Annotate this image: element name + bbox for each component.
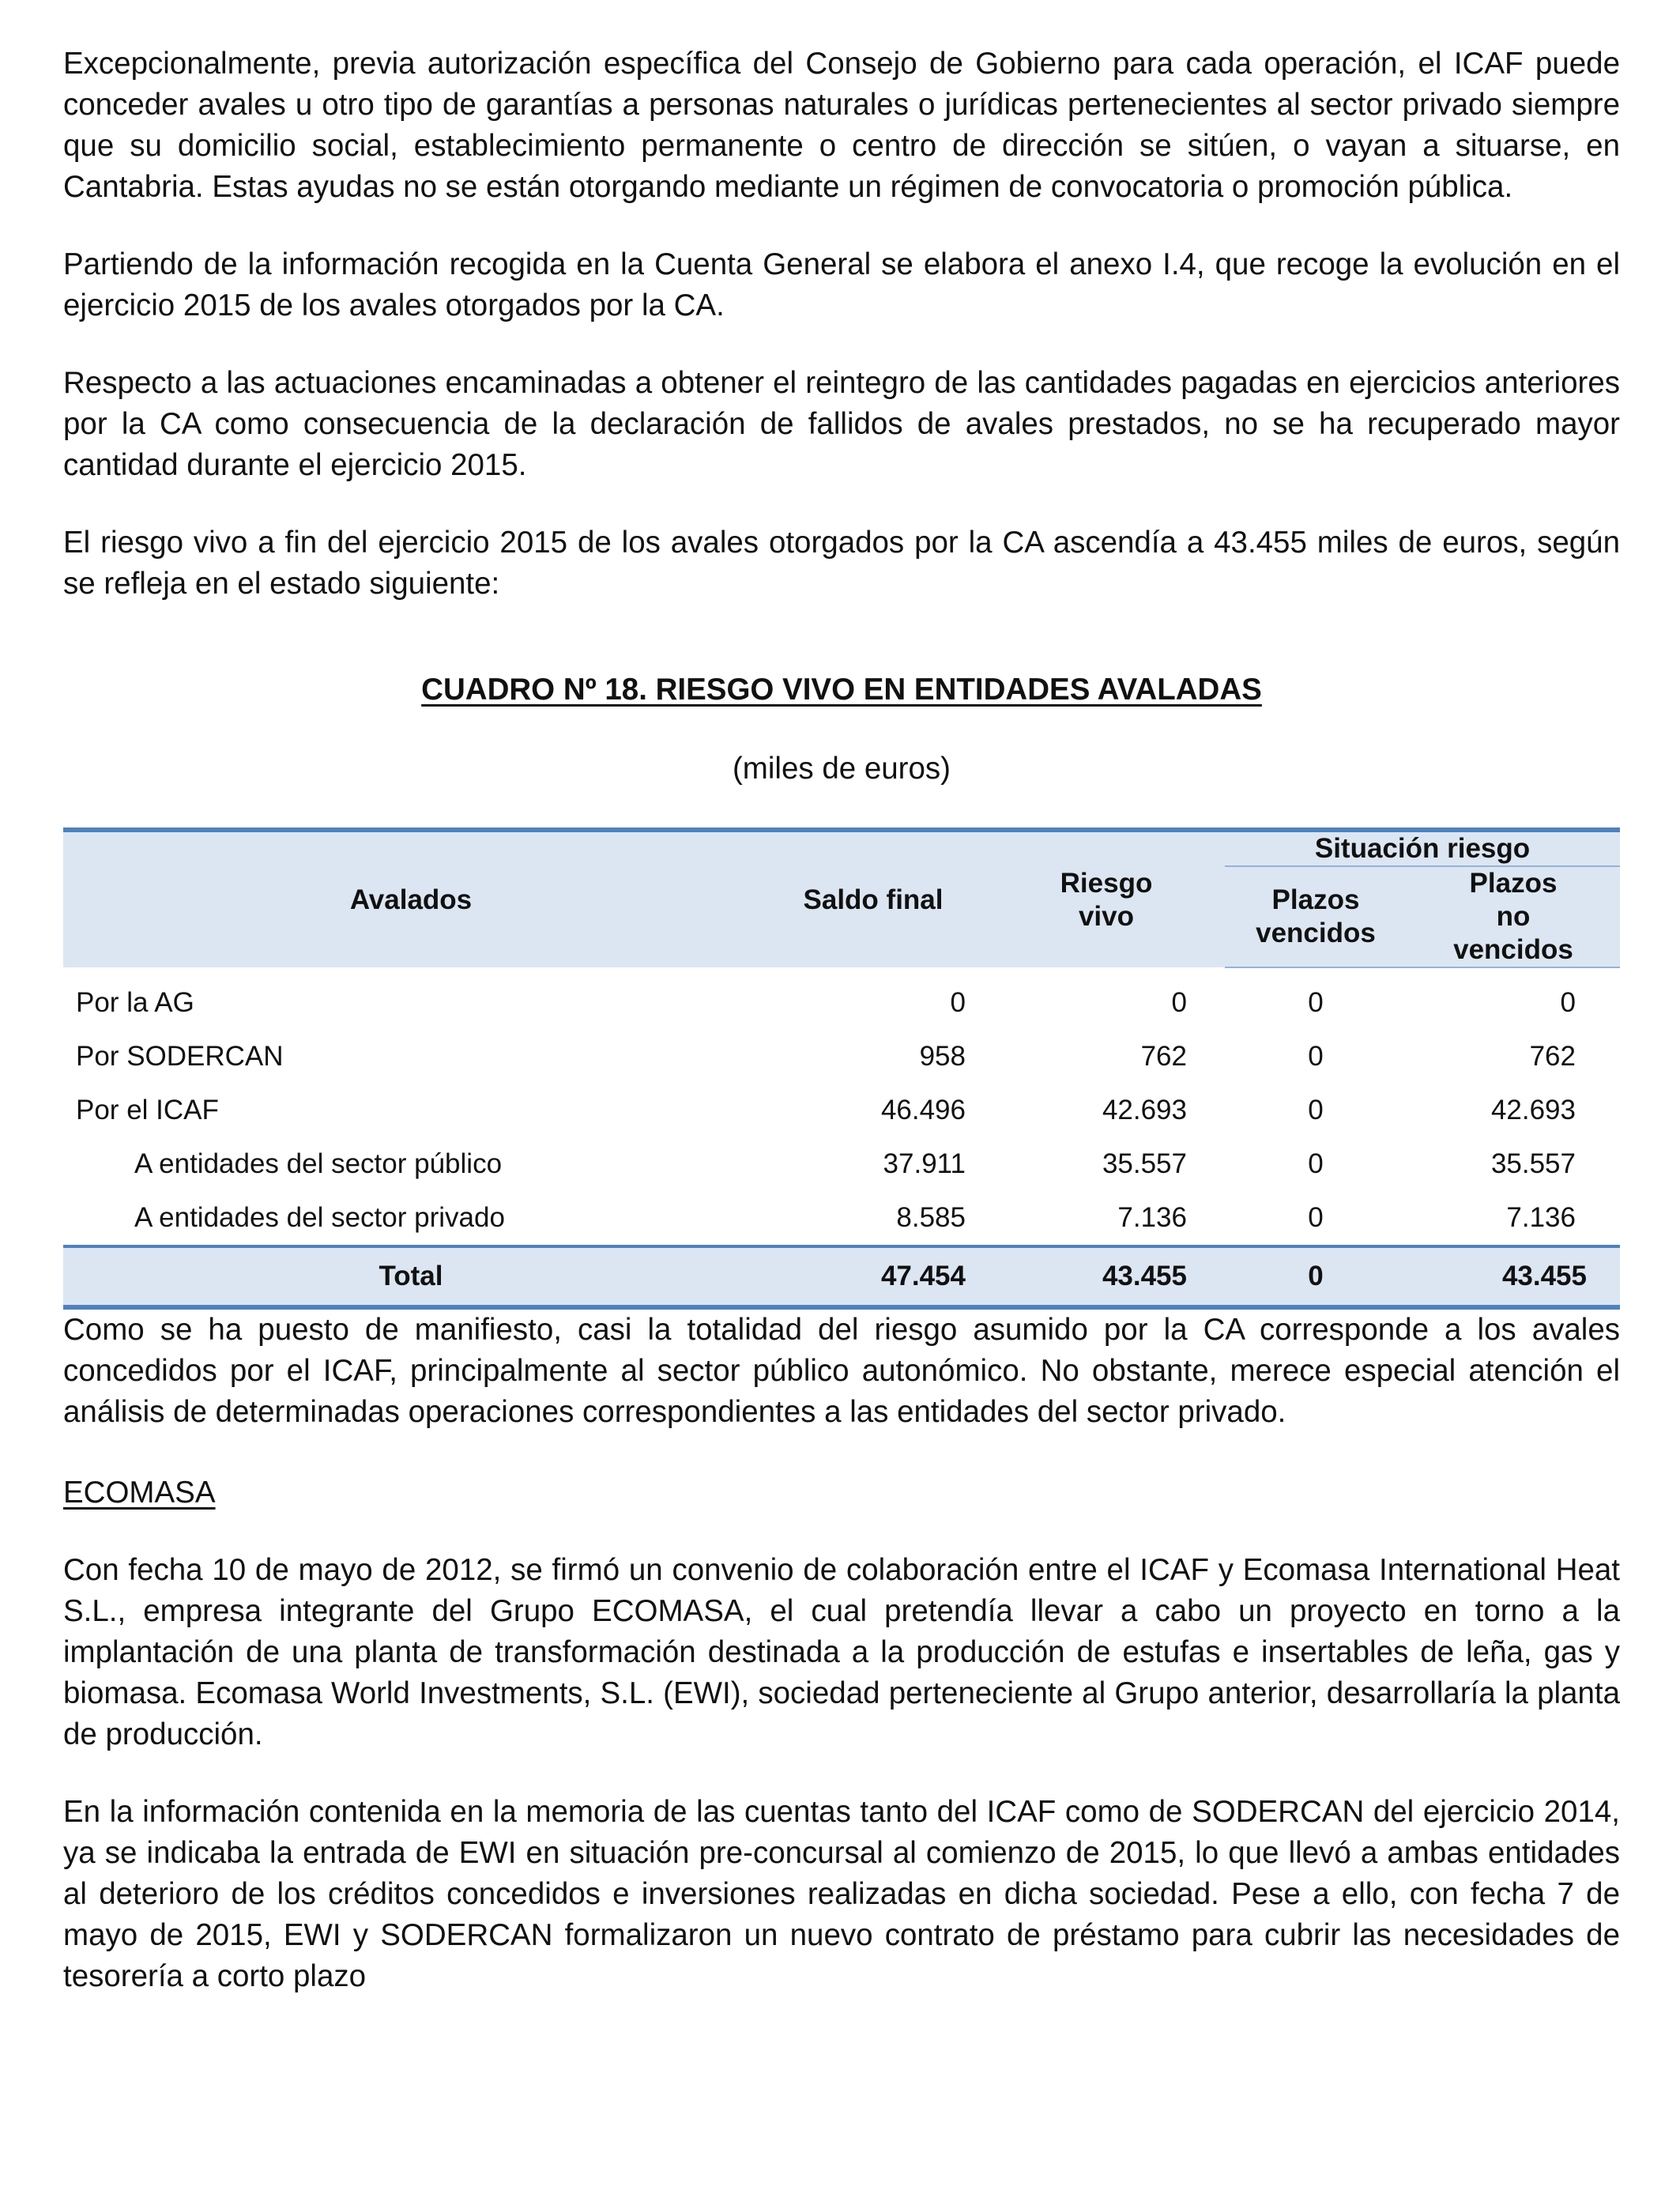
header-riesgo-vivo-line2: vivo	[1078, 900, 1135, 932]
cell-plazos-vencidos: 0	[1308, 987, 1324, 1018]
cell-plazos-vencidos: 0	[1308, 1095, 1324, 1125]
paragraph-conclusion: Como se ha puesto de manifiesto, casi la totalidad del riesgo asumido por la CA corresponde a los avales concedidos por el ICAF, principalmente al sector público autonómico. No obstante, merece especial atención el análisis de determinadas operaciones correspondientes a las entidades del sector privado.	[63, 1313, 1620, 1429]
header-no-vencidos-line3: vencidos	[1453, 934, 1573, 965]
header-plazos-vencidos	[1225, 866, 1407, 967]
total-plazos-no-vencidos: 43.455	[1407, 1246, 1620, 1307]
cell-riesgo-vivo: 0	[1171, 986, 1187, 1018]
table-row	[63, 1191, 1620, 1246]
row-label: Por la AG	[76, 986, 194, 1018]
paragraph-anexo: Partiendo de la información recogida en la Cuenta General se elabora el anexo I.4, que recoge la evolución en el ejercicio 2015 de los avales otorgados por la CA.	[63, 247, 1620, 322]
document-page	[63, 43, 1620, 1997]
total-plazos-vencidos: 0	[1225, 1246, 1407, 1307]
paragraph-convenio: Con fecha 10 de mayo de 2012, se firmó un convenio de colaboración entre el ICAF y Ecomasa International Heat S.L., empresa integrante del Grupo ECOMASA, el cual pretendía llevar a cabo un proyecto en torno a la implantación de una planta de transformación destinada a la producción de estufas e insertables de leña, gas y biomasa. Ecomasa World Investments, S.L. (EWI), sociedad perteneciente al Grupo anterior, desarrollaría la planta de producción.	[63, 1553, 1620, 1751]
total-label: Total	[63, 1246, 759, 1307]
table-row	[63, 967, 1620, 1030]
paragraph-memoria: En la información contenida en la memoria de las cuentas tanto del ICAF como de SODERCAN del ejercicio 2014, ya se indicaba la entrada de EWI en situación pre-concursal al comienzo de 2015, lo que llevó a ambas entidades al deterioro de los créditos concedidos e inversiones realizadas en dicha sociedad. Pese a ello, con fecha 7 de mayo de 2015, EWI y SODERCAN formalizaron un nuevo contrato de préstamo para cubrir las necesidades de tesorería a corto plazo	[63, 1795, 1620, 1993]
cell-plazos-vencidos: 0	[1308, 1202, 1324, 1233]
header-plazos-vencidos-line1: Plazos	[1271, 884, 1360, 915]
table-row	[63, 1030, 1620, 1084]
row-label: Por el ICAF	[76, 1095, 219, 1125]
section-heading-ecomasa: ECOMASA	[63, 1476, 216, 1510]
row-label: A entidades del sector público	[134, 1148, 503, 1179]
table-total-row	[63, 1246, 1620, 1307]
paragraph-aval-privado: Excepcionalmente, previa autorización específica del Consejo de Gobierno para cada operación, el ICAF puede conceder avales u otro tipo de garantías a personas naturales o jurídicas pertenecientes al sector privado siempre que su domicilio social, establecimiento permanente o centro de dirección se sitúen, o vayan a situarse, en Cantabria. Estas ayudas no se están otorgando mediante un régimen de convocatoria o promoción pública.	[63, 47, 1620, 204]
cell-riesgo-vivo: 35.557	[1102, 1148, 1187, 1179]
riesgo-vivo-table	[63, 827, 1620, 1310]
cell-riesgo-vivo: 42.693	[1102, 1095, 1187, 1125]
total-riesgo-vivo: 43.455	[988, 1246, 1225, 1307]
cell-saldo-final: 37.911	[883, 1148, 966, 1179]
cell-plazos-no-vencidos: 7.136	[1506, 1202, 1576, 1233]
header-no-vencidos-line2: no	[1496, 901, 1531, 932]
cell-saldo-final: 958	[919, 1041, 966, 1072]
header-saldo-final: Saldo final	[759, 830, 988, 967]
header-riesgo-vivo	[988, 830, 1225, 967]
header-riesgo-vivo-line1: Riesgo	[1060, 867, 1153, 899]
table-row	[63, 1137, 1620, 1191]
table-header-row	[63, 830, 1620, 866]
row-label: Por SODERCAN	[76, 1041, 284, 1072]
cell-plazos-no-vencidos: 35.557	[1490, 1148, 1576, 1179]
cell-plazos-vencidos: 0	[1308, 1148, 1324, 1179]
paragraph-reintegro: Respecto a las actuaciones encaminadas a obtener el reintegro de las cantidades pagadas en ejercicios anteriores por la CA como consecuencia de la declaración de fallidos de avales prestados, no se ha recuperado mayor cantidad durante el ejercicio 2015.	[63, 366, 1620, 482]
cell-plazos-no-vencidos: 42.693	[1490, 1095, 1576, 1125]
table-title: CUADRO Nº 18. RIESGO VIVO EN ENTIDADES AVALADAS	[421, 673, 1262, 707]
cell-saldo-final: 8.585	[896, 1202, 966, 1233]
header-plazos-no-vencidos	[1407, 866, 1620, 967]
header-no-vencidos-line1: Plazos	[1469, 868, 1558, 899]
row-label: A entidades del sector privado	[134, 1202, 505, 1233]
table-units: (miles de euros)	[732, 752, 951, 786]
total-saldo-final: 47.454	[759, 1246, 988, 1307]
paragraph-riesgo-vivo: El riesgo vivo a fin del ejercicio 2015 de los avales otorgados por la CA ascendía a 43.455 miles de euros, según se refleja en el estado siguiente:	[63, 526, 1620, 601]
cell-riesgo-vivo: 7.136	[1117, 1202, 1187, 1233]
cell-saldo-final: 46.496	[880, 1095, 966, 1125]
cell-riesgo-vivo: 762	[1140, 1041, 1187, 1072]
cell-plazos-no-vencidos: 762	[1529, 1041, 1576, 1072]
header-avalados: Avalados	[63, 830, 759, 967]
cell-saldo-final: 0	[950, 986, 966, 1018]
header-situacion-riesgo: Situación riesgo	[1225, 830, 1620, 866]
table-row	[63, 1084, 1620, 1137]
cell-plazos-no-vencidos: 0	[1560, 987, 1576, 1018]
header-plazos-vencidos-line2: vencidos	[1256, 918, 1376, 948]
cell-plazos-vencidos: 0	[1308, 1041, 1324, 1072]
